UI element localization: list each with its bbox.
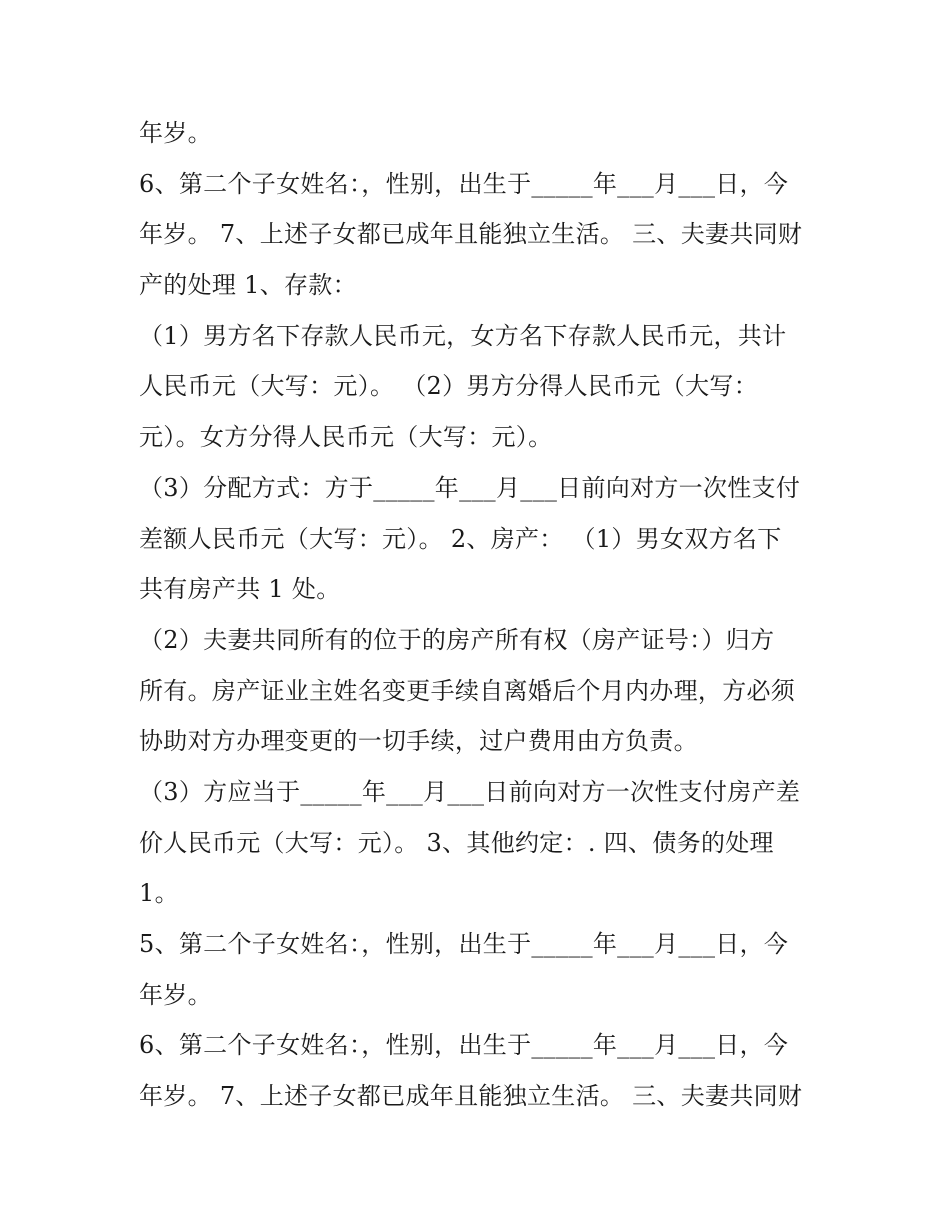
document-body bbox=[139, 108, 819, 1122]
text-line: （3）分配方式：方于_____年___月___日前向对方一次性支付 bbox=[139, 473, 801, 502]
text-line: 协助对方办理变更的一切手续，过户费用由方负责。 bbox=[139, 727, 698, 756]
text-line: （2）夫妻共同所有的位于的房产所有权（房产证号：）归方 bbox=[139, 625, 775, 654]
text-line: 差额人民币元（大写：元）。 2、房产： （1）男女双方名下 bbox=[139, 524, 782, 553]
text-line: 5、第二个子女姓名：，性别，出生于_____年___月___日，今 bbox=[139, 930, 789, 958]
text-line: 元）。女方分得人民币元（大写：元）。 bbox=[139, 423, 553, 452]
text-line: 价人民币元（大写：元）。 3、其他约定：. 四、债务的处理 bbox=[139, 828, 774, 857]
text-line: 年岁。 bbox=[139, 119, 212, 147]
text-line: 所有。房产证业主姓名变更手续自离婚后个月内办理，方必须 bbox=[139, 676, 796, 705]
text-line: 1。 bbox=[139, 879, 179, 908]
text-line: 共有房产共 1 处。 bbox=[139, 575, 341, 604]
text-line: 年岁。 bbox=[139, 980, 212, 1009]
text-line: 6、第二个子女姓名：，性别，出生于_____年___月___日，今 bbox=[139, 169, 789, 198]
text-line: 6、第二个子女姓名：，性别，出生于_____年___月___日，今 bbox=[139, 1031, 789, 1060]
text-line: 年岁。 7、上述子女都已成年且能独立生活。 三、夫妻共同财 bbox=[139, 1082, 803, 1111]
text-line: （3）方应当于_____年___月___日前向对方一次性支付房产差 bbox=[139, 777, 801, 806]
text-line: 人民币元（大写：元）。 （2）男方分得人民币元（大写： bbox=[139, 372, 758, 401]
text-line: 产的处理 1、存款： bbox=[139, 271, 357, 300]
text-line: 年岁。 7、上述子女都已成年且能独立生活。 三、夫妻共同财 bbox=[139, 220, 803, 249]
text-line: （1）男方名下存款人民币元，女方名下存款人民币元，共计 bbox=[139, 321, 787, 350]
